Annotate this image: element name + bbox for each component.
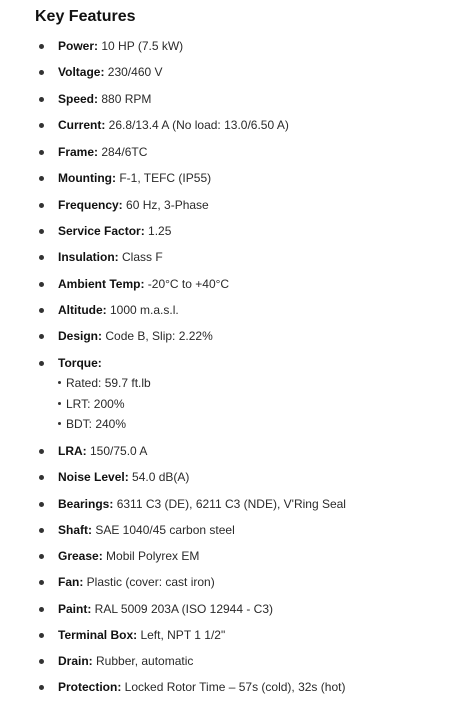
feature-item-insulation	[0, 247, 460, 267]
bullet-icon	[39, 502, 44, 507]
feature-item-grease	[0, 546, 460, 566]
sub-item-text: LRT: 200%	[66, 397, 125, 411]
feature-item-power	[0, 36, 460, 56]
feature-label: Altitude:	[58, 303, 107, 317]
feature-value: -20°C to +40°C	[144, 277, 230, 291]
feature-value: F-1, TEFC (IP55)	[115, 171, 212, 185]
feature-text	[58, 62, 163, 82]
feature-label: Mounting:	[58, 171, 116, 185]
feature-label: Grease:	[58, 549, 103, 563]
feature-label: Terminal Box:	[58, 628, 138, 642]
feature-item-drain	[0, 651, 460, 671]
feature-label: Current:	[58, 118, 106, 132]
feature-item-lra	[0, 441, 460, 461]
feature-text	[58, 247, 163, 267]
feature-item-paint	[0, 599, 460, 619]
bullet-icon	[39, 123, 44, 128]
feature-label: Paint:	[58, 602, 92, 616]
bullet-icon	[39, 308, 44, 313]
feature-text	[58, 467, 189, 487]
feature-label: Voltage:	[58, 65, 105, 79]
feature-value: 60 Hz, 3-Phase	[122, 198, 209, 212]
feature-item-ambient-temp	[0, 274, 460, 294]
feature-item-current	[0, 115, 460, 135]
bullet-icon	[39, 361, 44, 366]
feature-item-shaft	[0, 520, 460, 540]
feature-label: Power:	[58, 39, 99, 53]
feature-item-bearings	[0, 494, 460, 514]
feature-label: Service Factor:	[58, 224, 145, 238]
feature-text	[58, 353, 102, 373]
feature-value: 1.25	[144, 224, 172, 238]
sub-item-text: BDT: 240%	[66, 417, 127, 431]
feature-value: Locked Rotor Time – 57s (cold), 32s (hot)	[121, 680, 346, 694]
feature-value: 54.0 dB(A)	[128, 470, 190, 484]
bullet-icon	[39, 554, 44, 559]
feature-item-altitude	[0, 300, 460, 320]
feature-value: 230/460 V	[104, 65, 163, 79]
feature-value: 10 HP (7.5 kW)	[98, 39, 184, 53]
bullet-icon	[39, 70, 44, 75]
bullet-icon	[39, 633, 44, 638]
torque-sub-item-rated	[58, 373, 151, 393]
feature-value: RAL 5009 203A (ISO 12944 - C3)	[91, 602, 274, 616]
feature-value: 880 RPM	[98, 92, 152, 106]
feature-text	[58, 599, 273, 619]
bullet-icon	[39, 255, 44, 260]
feature-value: Code B, Slip: 2.22%	[102, 329, 213, 343]
feature-value: SAE 1040/45 carbon steel	[92, 523, 235, 537]
feature-label: Insulation:	[58, 250, 119, 264]
feature-item-mounting	[0, 168, 460, 188]
feature-item-noise-level	[0, 467, 460, 487]
bullet-icon	[39, 449, 44, 454]
feature-text	[58, 572, 215, 592]
feature-label: Frequency:	[58, 198, 123, 212]
sub-bullet-icon	[58, 381, 61, 384]
feature-label: Shaft:	[58, 523, 92, 537]
feature-label: Fan:	[58, 575, 84, 589]
sub-bullet-icon	[58, 422, 61, 425]
feature-text	[58, 142, 147, 162]
feature-text	[58, 168, 211, 188]
feature-label: Ambient Temp:	[58, 277, 145, 291]
bullet-icon	[39, 580, 44, 585]
bullet-icon	[39, 44, 44, 49]
feature-item-frame	[0, 142, 460, 162]
feature-label: Torque:	[58, 356, 102, 370]
bullet-icon	[39, 685, 44, 690]
sub-item-text: Rated: 59.7 ft.lb	[66, 376, 151, 390]
feature-text	[58, 625, 225, 645]
feature-text	[58, 221, 171, 241]
feature-text	[58, 195, 209, 215]
feature-item-frequency	[0, 195, 460, 215]
feature-text	[58, 520, 235, 540]
bullet-icon	[39, 528, 44, 533]
feature-text	[58, 494, 346, 514]
feature-value: Left, NPT 1 1/2"	[137, 628, 226, 642]
feature-label: Frame:	[58, 145, 99, 159]
bullet-icon	[39, 97, 44, 102]
feature-label: Noise Level:	[58, 470, 129, 484]
feature-text	[58, 441, 147, 461]
feature-text	[58, 36, 183, 56]
feature-item-protection	[0, 677, 460, 697]
feature-value: 6311 C3 (DE), 6211 C3 (NDE), V'Ring Seal	[113, 497, 346, 511]
bullet-icon	[39, 282, 44, 287]
feature-item-voltage	[0, 62, 460, 82]
feature-item-terminal-box	[0, 625, 460, 645]
torque-sub-item-lrt	[58, 394, 124, 414]
feature-value: 1000 m.a.s.l.	[106, 303, 179, 317]
feature-label: Speed:	[58, 92, 99, 106]
bullet-icon	[39, 229, 44, 234]
feature-text	[58, 677, 345, 697]
feature-text	[58, 274, 229, 294]
feature-value: Rubber, automatic	[92, 654, 194, 668]
torque-sub-item-bdt	[58, 414, 126, 434]
feature-label: Design:	[58, 329, 103, 343]
feature-text	[58, 546, 199, 566]
bullet-icon	[39, 607, 44, 612]
feature-label: Drain:	[58, 654, 93, 668]
bullet-icon	[39, 203, 44, 208]
feature-value: 284/6TC	[98, 145, 148, 159]
bullet-icon	[39, 334, 44, 339]
feature-item-service-factor	[0, 221, 460, 241]
page-heading: Key Features	[35, 8, 136, 25]
feature-value: 26.8/13.4 A (No load: 13.0/6.50 A)	[105, 118, 289, 132]
bullet-icon	[39, 475, 44, 480]
feature-label: Protection:	[58, 680, 122, 694]
feature-text	[58, 89, 151, 109]
feature-value: Class F	[118, 250, 163, 264]
bullet-icon	[39, 659, 44, 664]
feature-text	[58, 326, 213, 346]
sub-bullet-icon	[58, 402, 61, 405]
feature-item-torque	[0, 353, 460, 373]
feature-text	[58, 115, 289, 135]
feature-item-fan	[0, 572, 460, 592]
feature-value: 150/75.0 A	[86, 444, 148, 458]
feature-text	[58, 300, 179, 320]
bullet-icon	[39, 150, 44, 155]
feature-label: LRA:	[58, 444, 87, 458]
feature-text	[58, 651, 193, 671]
feature-item-speed	[0, 89, 460, 109]
feature-value: Plastic (cover: cast iron)	[83, 575, 215, 589]
feature-item-design	[0, 326, 460, 346]
feature-value: Mobil Polyrex EM	[102, 549, 200, 563]
bullet-icon	[39, 176, 44, 181]
feature-label: Bearings:	[58, 497, 114, 511]
